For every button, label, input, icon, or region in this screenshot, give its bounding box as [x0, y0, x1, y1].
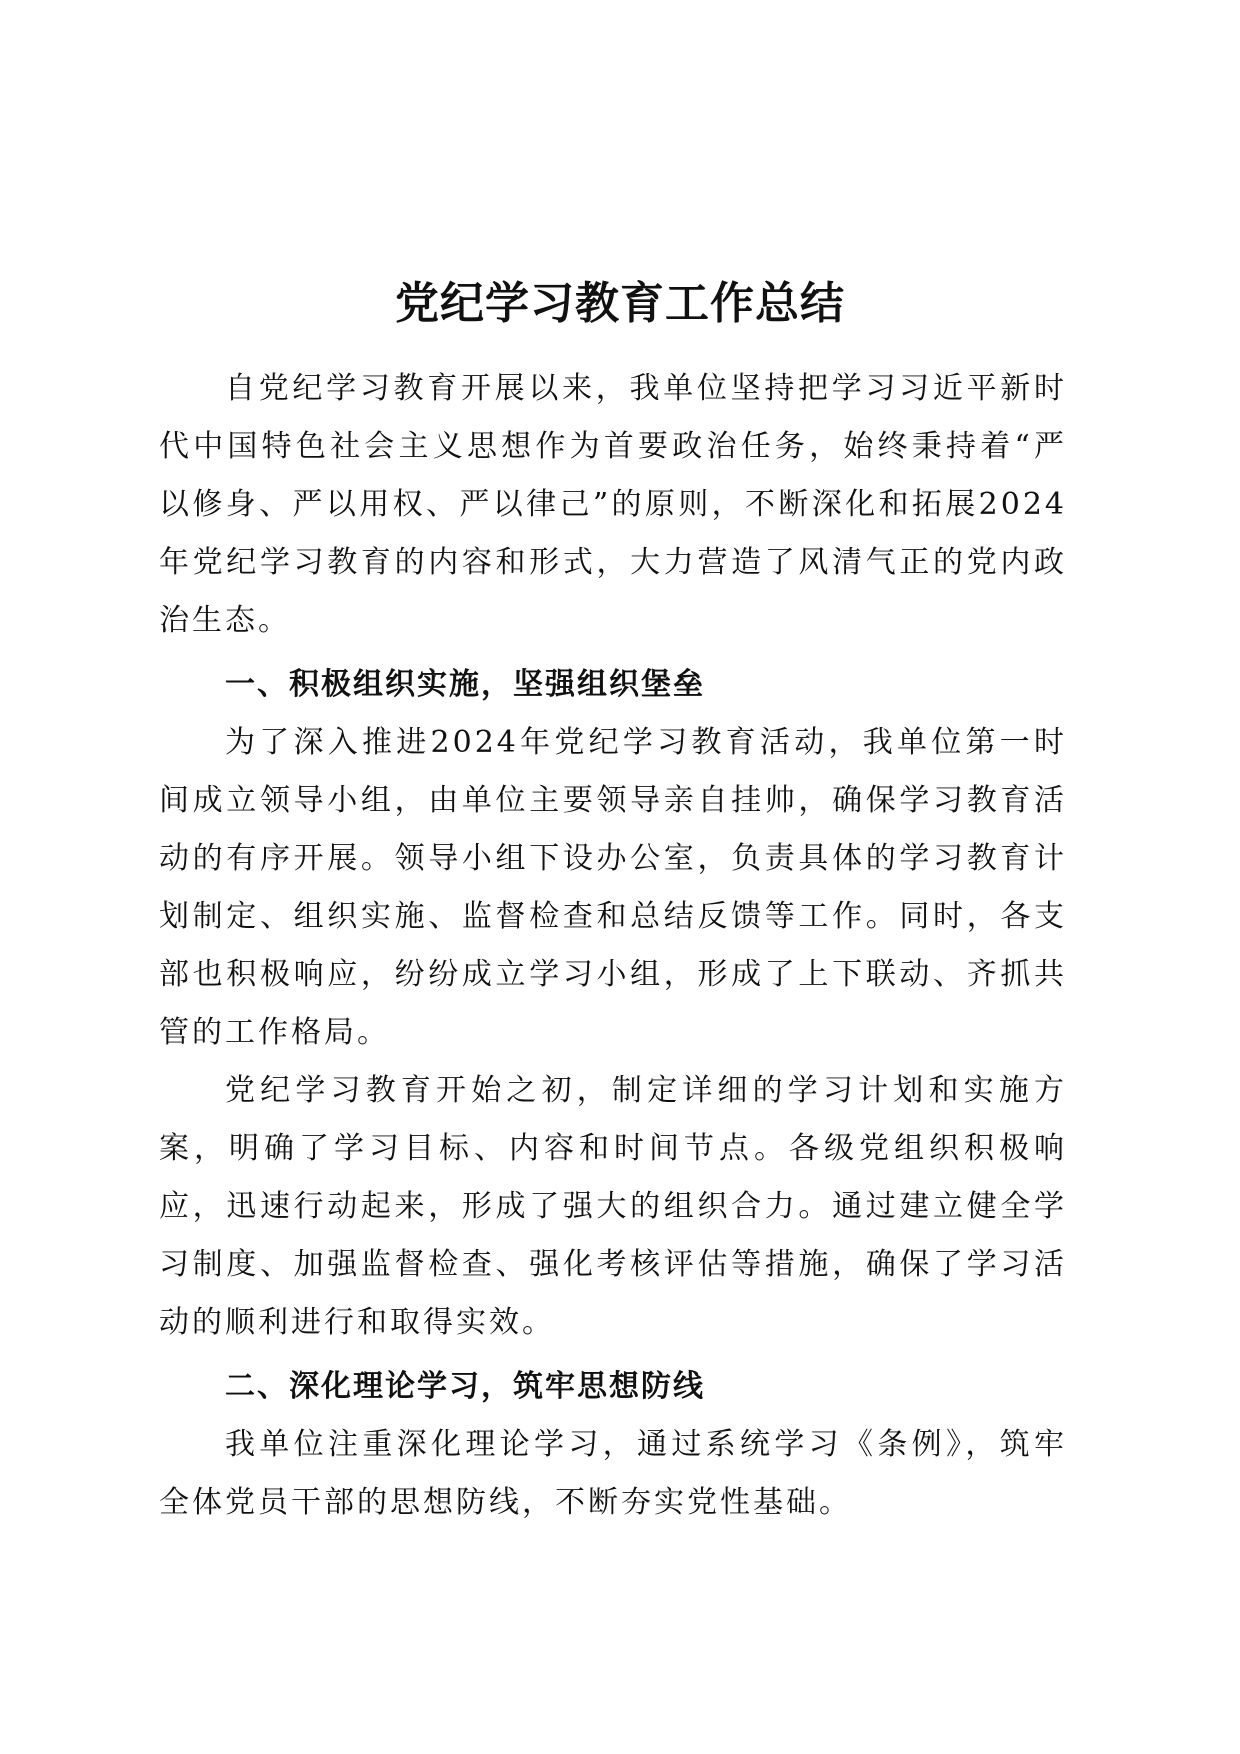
document-body [159, 360, 1067, 1532]
intro-paragraph: 自党纪学习教育开展以来，我单位坚持把学习习近平新时代中国特色社会主义思想作为首要政治任务，始终秉持着“严以修身、严以用权、严以律己”的原则，不断深化和拓展2024年党纪学习教育的内容和形式，大力营造了风清气正的党内政治生态。 [159, 371, 1067, 638]
section-1-paragraph-2: 党纪学习教育开始之初，制定详细的学习计划和实施方案，明确了学习目标、内容和时间节点。各级党组织积极响应，迅速行动起来，形成了强大的组织合力。通过建立健全学习制度、加强监督检查、强化考核评估等措施，确保了学习活动的顺利进行和取得实效。 [159, 1073, 1067, 1340]
section-1-paragraph-1: 为了深入推进2024年党纪学习教育活动，我单位第一时间成立领导小组，由单位主要领导亲自挂帅，确保学习教育活动的有序开展。领导小组下设办公室，负责具体的学习教育计划制定、组织实施、监督检查和总结反馈等工作。同时，各支部也积极响应，纷纷成立学习小组，形成了上下联动、齐抓共管的工作格局。 [159, 725, 1067, 1050]
section-2-paragraph-1: 我单位注重深化理论学习，通过系统学习《条例》，筑牢全体党员干部的思想防线，不断夯实党性基础。 [159, 1427, 1067, 1520]
section-heading-2: 二、深化理论学习，筑牢思想防线 [225, 1369, 705, 1404]
document-title: 党纪学习教育工作总结 [395, 278, 845, 329]
section-heading-1: 一、积极组织实施，坚强组织堡垒 [225, 667, 705, 702]
